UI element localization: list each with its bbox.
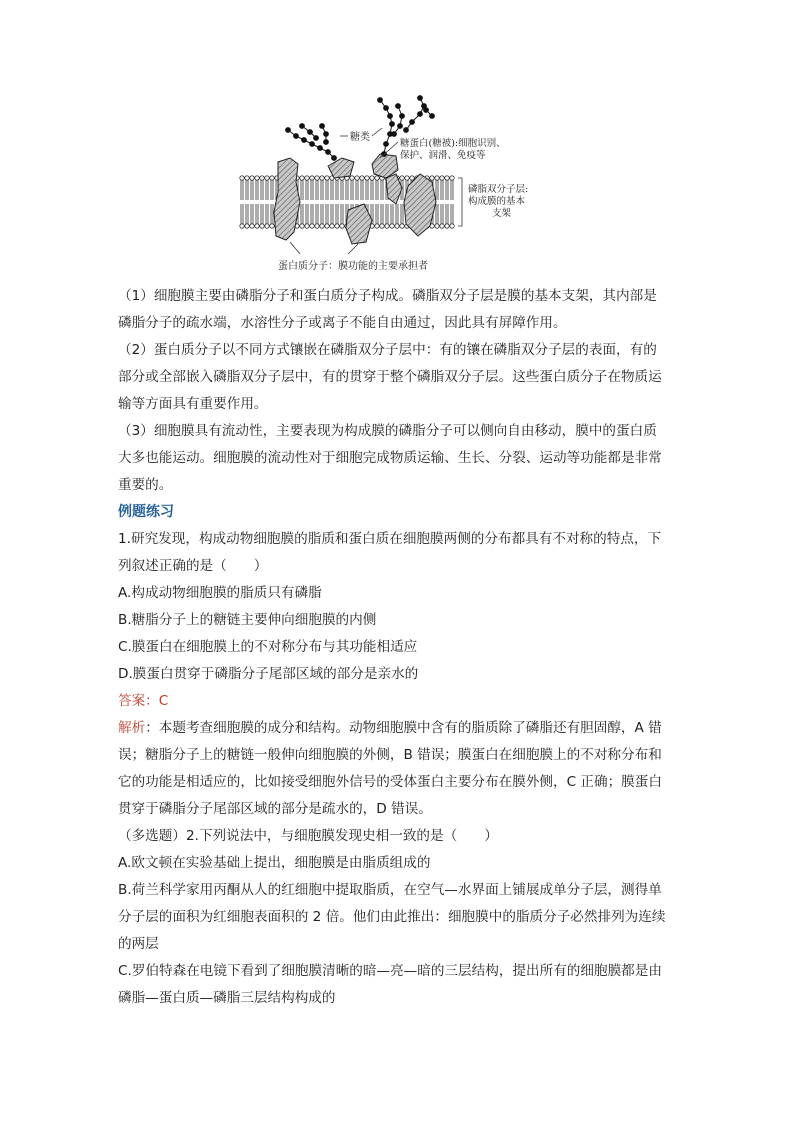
analysis-text: ：本题考查细胞膜的成分和结构。动物细胞膜中含有的脂质除了磷脂还有胆固醇，A 错 (145, 720, 662, 736)
question-2 (118, 823, 678, 1012)
text-line: （1）细胞膜主要由磷脂分子和蛋白质分子构成。磷脂双分子层是膜的基本支架，其内部是 (118, 288, 657, 304)
label-bilayer-1: 磷脂双分子层: (468, 184, 529, 195)
paragraph-1 (118, 283, 678, 337)
option-b: 的两层 (118, 936, 159, 952)
question-stem: 1.研究发现，构成动物细胞膜的脂质和蛋白质在细胞膜两侧的分布都具有不对称的特点，下 (118, 531, 662, 547)
text-line: （3）细胞膜具有流动性，主要表现为构成膜的磷脂分子可以侧向自由移动，膜中的蛋白质 (118, 423, 657, 439)
label-glycoprotein-2: 保护、润滑、免疫等 (400, 150, 486, 161)
text-line: 部分或全部嵌入磷脂双分子层中，有的贯穿于整个磷脂双分子层。这些蛋白质分子在物质运 (118, 369, 662, 385)
protein-top-left (328, 158, 354, 178)
label-protein: 蛋白质分子：膜功能的主要承担者 (278, 261, 428, 272)
option-d: D.膜蛋白贯穿于磷脂分子尾部区域的部分是亲水的 (118, 666, 419, 682)
document-body (118, 283, 678, 1012)
paragraph-2 (118, 337, 678, 418)
section-heading: 例题练习 (118, 504, 174, 520)
label-sugar: 糖类 (350, 132, 370, 143)
analysis-label: 解析 (118, 720, 146, 736)
question-stem: （多选题）2.下列说法中，与细胞膜发现史相一致的是（ ） (118, 828, 498, 844)
analysis-line (118, 715, 678, 742)
question-1 (118, 526, 678, 823)
text-line: 大多也能运动。细胞膜的流动性对于细胞完成物质运输、生长、分裂、运动等功能都是非常 (118, 450, 662, 466)
paragraph-3 (118, 418, 678, 499)
membrane-diagram (230, 92, 580, 277)
answer: 答案：C (118, 693, 169, 709)
option-c: C.膜蛋白在细胞膜上的不对称分布与其功能相适应 (118, 639, 418, 655)
option-c: C.罗伯特森在电镜下看到了细胞膜清晰的暗—亮—暗的三层结构，提出所有的细胞膜都是由 (118, 963, 662, 979)
option-a: A.欧文顿在实验基础上提出，细胞膜是由脂质组成的 (118, 855, 431, 871)
option-c: 磷脂—蛋白质—磷脂三层结构构成的 (118, 990, 336, 1006)
question-stem: 列叙述正确的是（ ） (118, 558, 268, 574)
text-line: 重要的。 (118, 477, 173, 493)
option-a: A.构成动物细胞膜的脂质只有磷脂 (118, 585, 322, 601)
protein-molecules (274, 154, 436, 244)
label-bilayer-2: 构成膜的基本 (468, 196, 526, 207)
option-b: B.荷兰科学家用丙酮从人的红细胞中提取脂质，在空气—水界面上铺展成单分子层，测得单 (118, 882, 662, 898)
option-b: B.糖脂分子上的糖链主要伸向细胞膜的内侧 (118, 612, 377, 628)
analysis-line: 贯穿于磷脂分子尾部区域的部分是疏水的，D 错误。 (118, 801, 432, 817)
option-b: 分子层的面积为红细胞表面积的 2 倍。他们由此推出：细胞膜中的脂质分子必然排列为连续 (118, 909, 666, 925)
analysis-line: 它的功能是相适应的，比如接受细胞外信号的受体蛋白主要分布在膜外侧，C 正确；膜蛋白 (118, 774, 662, 790)
label-glycoprotein-1: 糖蛋白(糖被):细胞识别、 (400, 138, 506, 149)
label-bilayer-3: 支架 (492, 208, 512, 219)
text-line: （2）蛋白质分子以不同方式镶嵌在磷脂双分子层中：有的镶在磷脂双分子层的表面，有的 (118, 342, 657, 358)
text-line: 输等方面具有重要作用。 (118, 396, 268, 412)
text-line: 磷脂分子的疏水端，水溶性分子或离子不能自由通过，因此具有屏障作用。 (118, 315, 567, 331)
analysis-line: 误；糖脂分子上的糖链一般伸向细胞膜的外侧，B 错误；膜蛋白在细胞膜上的不对称分布和 (118, 747, 662, 763)
